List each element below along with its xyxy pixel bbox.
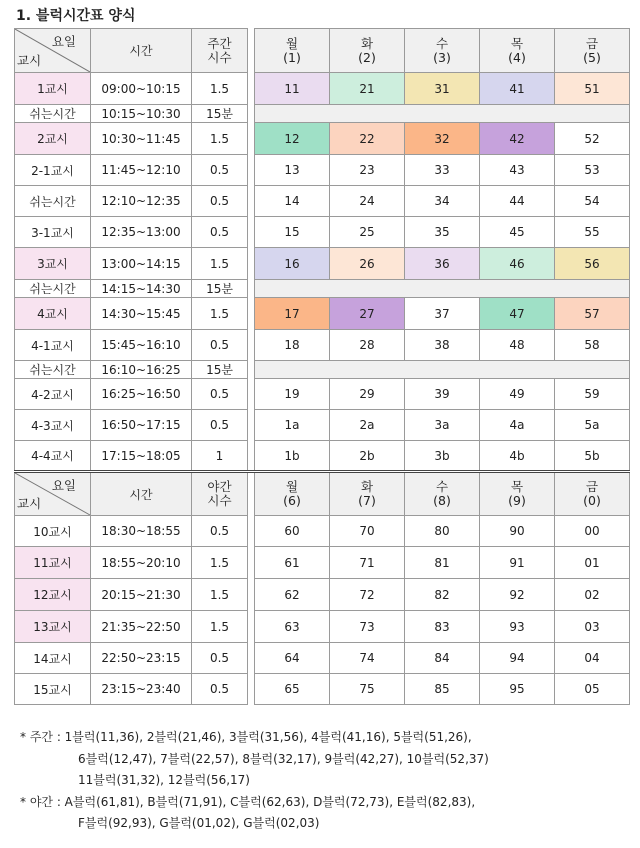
block-cell: 84 bbox=[405, 643, 480, 674]
day-axis-label: 요일 bbox=[51, 478, 76, 493]
block-cell: 1a bbox=[255, 410, 330, 441]
period-label: 4-3교시 bbox=[15, 410, 91, 441]
block-cell: 00 bbox=[555, 516, 630, 547]
break-row bbox=[15, 280, 630, 298]
day-name: 목 bbox=[510, 35, 524, 51]
block-cell: 4b bbox=[480, 441, 555, 472]
hours-header-line1: 야간 bbox=[207, 479, 232, 494]
period-label: 4-1교시 bbox=[15, 330, 91, 361]
block-cell: 90 bbox=[480, 516, 555, 547]
period-hours: 1.5 bbox=[192, 73, 248, 105]
day-period-row bbox=[15, 410, 630, 441]
period-hours: 0.5 bbox=[192, 674, 248, 705]
block-cell: 23 bbox=[330, 155, 405, 186]
block-cell: 42 bbox=[480, 123, 555, 155]
block-cell: 17 bbox=[255, 298, 330, 330]
day-period-row bbox=[15, 298, 630, 330]
block-cell: 74 bbox=[330, 643, 405, 674]
day-header-0 bbox=[255, 29, 330, 73]
period-hours: 0.5 bbox=[192, 410, 248, 441]
block-cell: 64 bbox=[255, 643, 330, 674]
block-cell: 54 bbox=[555, 186, 630, 217]
period-time: 12:10~12:35 bbox=[91, 186, 192, 217]
page-title: 1. 블럭시간표 양식 bbox=[16, 8, 136, 24]
day-period-row bbox=[15, 379, 630, 410]
column-gap bbox=[248, 547, 255, 579]
column-gap bbox=[248, 674, 255, 705]
period-hours: 1.5 bbox=[192, 611, 248, 643]
period-hours: 1.5 bbox=[192, 579, 248, 611]
block-cell: 59 bbox=[555, 379, 630, 410]
block-cell: 05 bbox=[555, 674, 630, 705]
day-number: (8) bbox=[433, 493, 451, 508]
break-time: 16:10~16:25 bbox=[91, 361, 192, 379]
day-header-4 bbox=[555, 472, 630, 516]
day-number: (7) bbox=[358, 493, 376, 508]
day-name: 화 bbox=[360, 35, 374, 51]
block-cell: 39 bbox=[405, 379, 480, 410]
block-cell: 3a bbox=[405, 410, 480, 441]
period-time: 15:45~16:10 bbox=[91, 330, 192, 361]
day-header-3 bbox=[480, 29, 555, 73]
break-duration: 15분 bbox=[192, 280, 248, 298]
period-hours: 1.5 bbox=[192, 248, 248, 280]
block-cell: 70 bbox=[330, 516, 405, 547]
day-number: (6) bbox=[283, 493, 301, 508]
time-column-header: 시간 bbox=[91, 472, 192, 516]
night-period-row bbox=[15, 579, 630, 611]
column-gap bbox=[248, 611, 255, 643]
block-cell: 81 bbox=[405, 547, 480, 579]
column-gap bbox=[248, 217, 255, 248]
block-cell: 26 bbox=[330, 248, 405, 280]
column-gap bbox=[248, 248, 255, 280]
column-gap bbox=[248, 123, 255, 155]
period-label: 12교시 bbox=[15, 579, 91, 611]
day-header-4 bbox=[555, 29, 630, 73]
block-cell: 60 bbox=[255, 516, 330, 547]
day-number: (4) bbox=[508, 49, 526, 65]
day-period-row bbox=[15, 186, 630, 217]
day-header-1 bbox=[330, 29, 405, 73]
block-cell: 36 bbox=[405, 248, 480, 280]
break-label: 쉬는시간 bbox=[15, 105, 91, 123]
period-hours: 1 bbox=[192, 441, 248, 472]
night-period-row bbox=[15, 643, 630, 674]
period-time: 18:55~20:10 bbox=[91, 547, 192, 579]
column-gap bbox=[248, 516, 255, 547]
period-axis-label: 교시 bbox=[17, 53, 42, 68]
block-cell: 35 bbox=[405, 217, 480, 248]
day-header-3 bbox=[480, 472, 555, 516]
block-cell: 38 bbox=[405, 330, 480, 361]
break-filler bbox=[255, 105, 630, 123]
block-cell: 29 bbox=[330, 379, 405, 410]
block-cell: 18 bbox=[255, 330, 330, 361]
day-number: (1) bbox=[283, 49, 301, 65]
period-hours: 1.5 bbox=[192, 547, 248, 579]
period-axis-label: 교시 bbox=[17, 496, 42, 511]
period-label: 1교시 bbox=[15, 73, 91, 105]
period-time: 22:50~23:15 bbox=[91, 643, 192, 674]
block-cell: 31 bbox=[405, 73, 480, 105]
block-cell: 03 bbox=[555, 611, 630, 643]
block-cell: 65 bbox=[255, 674, 330, 705]
block-cell: 04 bbox=[555, 643, 630, 674]
break-label: 쉬는시간 bbox=[15, 280, 91, 298]
block-cell: 34 bbox=[405, 186, 480, 217]
break-filler bbox=[255, 280, 630, 298]
night-block-note-1: * 야간 : A블럭(61,81), B블럭(71,91), C블럭(62,63), D블럭(72,73), E블럭(82,83), bbox=[20, 794, 476, 809]
block-cell: 82 bbox=[405, 579, 480, 611]
night-period-row bbox=[15, 674, 630, 705]
period-hours: 0.5 bbox=[192, 379, 248, 410]
block-cell: 5b bbox=[555, 441, 630, 472]
block-notes bbox=[20, 727, 489, 835]
period-time: 11:45~12:10 bbox=[91, 155, 192, 186]
column-gap bbox=[248, 472, 255, 516]
column-gap bbox=[248, 105, 255, 123]
period-time: 10:30~11:45 bbox=[91, 123, 192, 155]
column-gap bbox=[248, 298, 255, 330]
period-label: 15교시 bbox=[15, 674, 91, 705]
day-block-note-3: 11블럭(31,32), 12블럭(56,17) bbox=[78, 773, 250, 787]
block-cell: 61 bbox=[255, 547, 330, 579]
break-filler bbox=[255, 361, 630, 379]
block-cell: 72 bbox=[330, 579, 405, 611]
block-cell: 22 bbox=[330, 123, 405, 155]
block-cell: 83 bbox=[405, 611, 480, 643]
block-cell: 92 bbox=[480, 579, 555, 611]
period-label: 4교시 bbox=[15, 298, 91, 330]
block-cell: 1b bbox=[255, 441, 330, 472]
block-cell: 51 bbox=[555, 73, 630, 105]
period-label: 11교시 bbox=[15, 547, 91, 579]
period-label: 2-1교시 bbox=[15, 155, 91, 186]
day-name: 화 bbox=[360, 479, 374, 494]
night-block-note-2: F블럭(92,93), G블럭(01,02), G블럭(02,03) bbox=[78, 816, 320, 830]
hours-header-line2: 시수 bbox=[207, 493, 232, 508]
break-row bbox=[15, 105, 630, 123]
block-cell: 32 bbox=[405, 123, 480, 155]
column-gap bbox=[248, 330, 255, 361]
column-gap bbox=[248, 579, 255, 611]
period-time: 21:35~22:50 bbox=[91, 611, 192, 643]
block-cell: 55 bbox=[555, 217, 630, 248]
period-hours: 0.5 bbox=[192, 217, 248, 248]
corner-diagonal-cell bbox=[15, 472, 91, 516]
period-label: 4-4교시 bbox=[15, 441, 91, 472]
block-cell: 16 bbox=[255, 248, 330, 280]
column-gap bbox=[248, 379, 255, 410]
night-period-row bbox=[15, 516, 630, 547]
block-cell: 80 bbox=[405, 516, 480, 547]
period-time: 16:25~16:50 bbox=[91, 379, 192, 410]
block-cell: 45 bbox=[480, 217, 555, 248]
block-cell: 19 bbox=[255, 379, 330, 410]
block-cell: 52 bbox=[555, 123, 630, 155]
block-cell: 01 bbox=[555, 547, 630, 579]
block-cell: 58 bbox=[555, 330, 630, 361]
day-block-note-1: * 주간 : 1블럭(11,36), 2블럭(21,46), 3블럭(31,56), 4블럭(41,16), 5블럭(51,26), bbox=[20, 730, 472, 744]
break-label: 쉬는시간 bbox=[15, 361, 91, 379]
block-cell: 25 bbox=[330, 217, 405, 248]
period-time: 17:15~18:05 bbox=[91, 441, 192, 472]
break-time: 10:15~10:30 bbox=[91, 105, 192, 123]
block-cell: 93 bbox=[480, 611, 555, 643]
day-name: 수 bbox=[435, 479, 449, 494]
night-period-row bbox=[15, 547, 630, 579]
period-hours: 0.5 bbox=[192, 643, 248, 674]
block-cell: 2b bbox=[330, 441, 405, 472]
period-hours: 1.5 bbox=[192, 298, 248, 330]
day-period-row bbox=[15, 123, 630, 155]
block-cell: 56 bbox=[555, 248, 630, 280]
block-cell: 37 bbox=[405, 298, 480, 330]
block-timetable bbox=[14, 28, 630, 705]
block-cell: 13 bbox=[255, 155, 330, 186]
column-gap bbox=[248, 186, 255, 217]
block-cell: 14 bbox=[255, 186, 330, 217]
block-cell: 63 bbox=[255, 611, 330, 643]
day-name: 금 bbox=[585, 479, 599, 494]
period-label: 13교시 bbox=[15, 611, 91, 643]
block-cell: 24 bbox=[330, 186, 405, 217]
block-cell: 53 bbox=[555, 155, 630, 186]
block-cell: 33 bbox=[405, 155, 480, 186]
block-cell: 71 bbox=[330, 547, 405, 579]
block-cell: 3b bbox=[405, 441, 480, 472]
block-cell: 47 bbox=[480, 298, 555, 330]
day-period-row bbox=[15, 217, 630, 248]
day-header-1 bbox=[330, 472, 405, 516]
time-column-header: 시간 bbox=[91, 29, 192, 73]
block-cell: 02 bbox=[555, 579, 630, 611]
day-block-note-2: 6블럭(12,47), 7블럭(22,57), 8블럭(32,17), 9블럭(42,27), 10블럭(52,37) bbox=[78, 751, 489, 766]
block-cell: 43 bbox=[480, 155, 555, 186]
block-cell: 91 bbox=[480, 547, 555, 579]
period-time: 23:15~23:40 bbox=[91, 674, 192, 705]
block-cell: 28 bbox=[330, 330, 405, 361]
column-gap bbox=[248, 73, 255, 105]
block-cell: 85 bbox=[405, 674, 480, 705]
period-label: 3-1교시 bbox=[15, 217, 91, 248]
day-period-row bbox=[15, 155, 630, 186]
column-gap bbox=[248, 29, 255, 73]
period-time: 12:35~13:00 bbox=[91, 217, 192, 248]
day-number: (5) bbox=[583, 49, 601, 65]
day-name: 수 bbox=[435, 35, 449, 51]
day-header-2 bbox=[405, 29, 480, 73]
hours-header-line1: 주간 bbox=[207, 35, 232, 51]
period-hours: 0.5 bbox=[192, 186, 248, 217]
period-label: 2교시 bbox=[15, 123, 91, 155]
block-cell: 11 bbox=[255, 73, 330, 105]
period-time: 20:15~21:30 bbox=[91, 579, 192, 611]
block-cell: 62 bbox=[255, 579, 330, 611]
block-cell: 44 bbox=[480, 186, 555, 217]
column-gap bbox=[248, 643, 255, 674]
period-label: 14교시 bbox=[15, 643, 91, 674]
hours-column-header bbox=[192, 29, 248, 73]
period-hours: 0.5 bbox=[192, 516, 248, 547]
day-header-0 bbox=[255, 472, 330, 516]
corner-diagonal-cell bbox=[15, 29, 91, 73]
column-gap bbox=[248, 361, 255, 379]
block-cell: 15 bbox=[255, 217, 330, 248]
block-cell: 57 bbox=[555, 298, 630, 330]
block-cell: 73 bbox=[330, 611, 405, 643]
block-cell: 21 bbox=[330, 73, 405, 105]
block-cell: 75 bbox=[330, 674, 405, 705]
night-header-row bbox=[15, 472, 630, 516]
block-cell: 27 bbox=[330, 298, 405, 330]
period-time: 14:30~15:45 bbox=[91, 298, 192, 330]
day-number: (9) bbox=[508, 493, 526, 508]
column-gap bbox=[248, 280, 255, 298]
block-cell: 2a bbox=[330, 410, 405, 441]
column-gap bbox=[248, 410, 255, 441]
period-label: 쉬는시간 bbox=[15, 186, 91, 217]
block-cell: 46 bbox=[480, 248, 555, 280]
day-period-row bbox=[15, 441, 630, 472]
period-hours: 1.5 bbox=[192, 123, 248, 155]
block-cell: 95 bbox=[480, 674, 555, 705]
hours-header-line2: 시수 bbox=[207, 49, 232, 65]
day-header-2 bbox=[405, 472, 480, 516]
period-label: 4-2교시 bbox=[15, 379, 91, 410]
day-number: (2) bbox=[358, 49, 376, 65]
day-name: 목 bbox=[510, 479, 524, 494]
break-time: 14:15~14:30 bbox=[91, 280, 192, 298]
break-row bbox=[15, 361, 630, 379]
period-hours: 0.5 bbox=[192, 155, 248, 186]
break-duration: 15분 bbox=[192, 105, 248, 123]
block-cell: 49 bbox=[480, 379, 555, 410]
period-time: 18:30~18:55 bbox=[91, 516, 192, 547]
night-period-row bbox=[15, 611, 630, 643]
block-cell: 94 bbox=[480, 643, 555, 674]
day-period-row bbox=[15, 248, 630, 280]
day-number: (0) bbox=[583, 493, 601, 508]
period-label: 10교시 bbox=[15, 516, 91, 547]
day-period-row bbox=[15, 73, 630, 105]
hours-column-header bbox=[192, 472, 248, 516]
day-name: 금 bbox=[585, 35, 599, 51]
break-duration: 15분 bbox=[192, 361, 248, 379]
period-time: 16:50~17:15 bbox=[91, 410, 192, 441]
day-name: 월 bbox=[285, 35, 299, 51]
block-cell: 4a bbox=[480, 410, 555, 441]
period-hours: 0.5 bbox=[192, 330, 248, 361]
day-period-row bbox=[15, 330, 630, 361]
block-cell: 48 bbox=[480, 330, 555, 361]
block-cell: 41 bbox=[480, 73, 555, 105]
day-name: 월 bbox=[285, 479, 299, 494]
period-time: 09:00~10:15 bbox=[91, 73, 192, 105]
day-axis-label: 요일 bbox=[51, 34, 76, 49]
period-label: 3교시 bbox=[15, 248, 91, 280]
period-time: 13:00~14:15 bbox=[91, 248, 192, 280]
column-gap bbox=[248, 441, 255, 472]
column-gap bbox=[248, 155, 255, 186]
block-cell: 5a bbox=[555, 410, 630, 441]
day-number: (3) bbox=[433, 49, 451, 65]
block-cell: 12 bbox=[255, 123, 330, 155]
day-header-row bbox=[15, 29, 630, 73]
